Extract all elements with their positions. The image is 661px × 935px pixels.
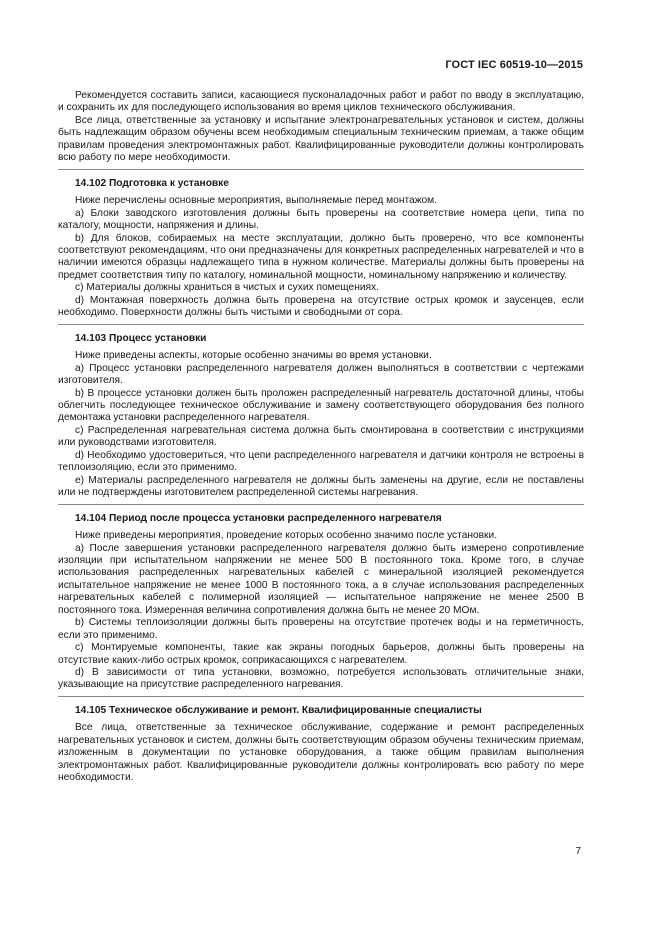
list-item: a) После завершения установки распределенного нагревателя должно быть измерено сопротивление изоляции при испытательном напряжении не менее 500 В постоянного тока. Кроме того, в случае использования распределенных нагревательных кабелей с минеральной изоляцией рекомендуется испытательное напряжение не менее 1000 В постоянного тока, а в случае использования распределенных нагревательных кабелей с полимерной изоляцией — испытательное напряжение не менее 2500 В постоянного тока. Измеренная величина сопротивления должна быть не менее 20 МОм. xyxy=(58,542,584,616)
list-item: c) Распределенная нагревательная система должна быть смонтирована в соответствии с инструкциями или руководствами изготовителя. xyxy=(58,424,584,449)
section-divider xyxy=(58,324,584,325)
section-heading-14-102: 14.102 Подготовка к установке xyxy=(75,177,229,189)
list-item: d) Монтажная поверхность должна быть проверена на отсутствие острых кромок и заусенцев, если необходимо. Поверхности должны быть чистыми и свободными от сора. xyxy=(58,294,584,319)
section-divider xyxy=(58,504,584,505)
list-item: c) Материалы должны храниться в чистых и сухих помещениях. xyxy=(75,282,379,294)
page-number: 7 xyxy=(575,846,581,857)
list-item: c) Монтируемые компоненты, такие как экраны погодных барьеров, должны быть проверены на отсутствие каких-либо острых кромок, соприкасающихся с нагревателем. xyxy=(58,642,584,666)
section-divider xyxy=(58,696,584,697)
section-divider xyxy=(58,169,584,170)
list-item: a) Процесс установки распределенного нагревателя должен выполняться в соответствии с чертежами изготовителя. xyxy=(58,362,584,387)
standard-designation: ГОСТ IEC 60519-10—2015 xyxy=(445,59,583,71)
intro-paragraph: Все лица, ответственные за установку и испытание электронагревательных установок и систем, должны быть надлежащим образом обучены всем необходимым специальным техническим приемам, а также общим правилам проведения электромонтажных работ. Квалифицированные руководители должны контролировать всю работу по мере необходимости. xyxy=(58,114,584,164)
list-item: e) Материалы распределенного нагревателя не должны быть заменены на другие, если не поставлены или не подтверждены изготовителем распределенной системы нагревания. xyxy=(58,474,584,499)
intro-paragraph: Рекомендуется составить записи, касающиеся пусконаладочных работ и работ по вводу в эксплуатацию, и сохранить их для последующего использования во время циклов технического обслуживания. xyxy=(58,90,584,114)
list-item: d) В зависимости от типа установки, возможно, потребуется использовать отличительные знаки, указывающие на присутствие распределенного нагревания. xyxy=(58,667,584,691)
list-item: b) Для блоков, собираемых на месте эксплуатации, должно быть проверено, что все компоненты соответствуют рекомендациям, что они предназначены для конкретных распределенных нагревателей и что в наличии имеются образцы надлежащего типа в нужном количестве. Материалы должны быть проверены на предмет соответствия типу по каталогу, номинальной мощности, номинальному напряжению и количеству. xyxy=(58,232,584,281)
section-heading-14-104: 14.104 Период после процесса установки распределенного нагревателя xyxy=(75,512,442,524)
section-paragraph: Все лица, ответственные за техническое обслуживание, содержание и ремонт распределенных нагревательных установок и систем, должны быть соответствующим образом обучены техническим приемам, изложенным в документации по установке оборудования, а также общим правилам выполнения электромонтажных работ. Квалифицированные руководители должны контролировать всю работу по мере необходимости. xyxy=(58,722,584,784)
list-item: a) Блоки заводского изготовления должны быть проверены на соответствие номера цепи, типа по каталогу, мощности, напряжения и длины. xyxy=(58,207,584,232)
document-body xyxy=(58,90,584,785)
list-item: b) В процессе установки должен быть проложен распределенный нагреватель достаточной длины, чтобы облегчить последующее техническое обслуживание и замену соответствующего оборудования без полного демонтажа установки распределенного нагревателя. xyxy=(58,387,584,424)
section-paragraph: Ниже перечислены основные мероприятия, выполняемые перед монтажом. xyxy=(75,195,438,207)
section-heading-14-103: 14.103 Процесс установки xyxy=(75,332,207,344)
section-paragraph: Ниже приведены мероприятия, проведение которых особенно значимо после установки. xyxy=(75,530,498,542)
list-item: b) Системы теплоизоляции должны быть проверены на отсутствие протечек воды и на герметичность, если это применимо. xyxy=(58,617,584,641)
section-heading-14-105: 14.105 Техническое обслуживание и ремонт. Квалифицированные специалисты xyxy=(75,704,482,716)
section-paragraph: Ниже приведены аспекты, которые особенно значимы во время установки. xyxy=(75,350,432,362)
list-item: d) Необходимо удостовериться, что цепи распределенного нагревателя и датчики контроля не встроены в теплоизоляцию, если это применимо. xyxy=(58,449,584,474)
